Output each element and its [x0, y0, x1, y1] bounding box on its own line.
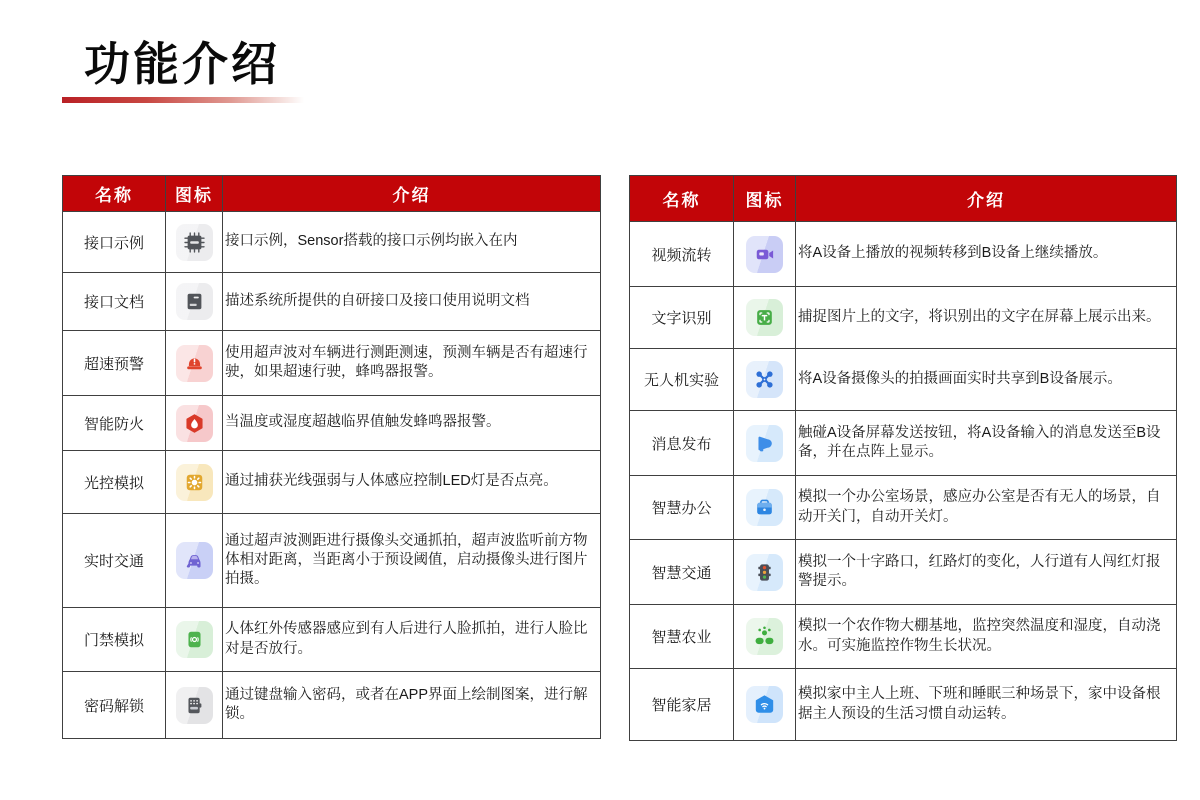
- feature-name: 智慧农业: [630, 605, 734, 669]
- table-header-row: [630, 176, 1177, 222]
- feature-name: 无人机实验: [630, 349, 734, 411]
- feature-description: 接口示例，Sensor搭载的接口示例均嵌入在内: [223, 212, 601, 273]
- feature-description: 模拟一个十字路口，红路灯的变化，人行道有人闯红灯报警提示。: [796, 540, 1177, 605]
- column-header-desc: 介绍: [796, 176, 1177, 222]
- tables-container: [62, 175, 1175, 741]
- keypad-lock-icon: [176, 687, 213, 724]
- door-camera-icon: [176, 621, 213, 658]
- fire-hexagon-icon: [176, 405, 213, 442]
- feature-name: 接口示例: [63, 212, 166, 273]
- video-camera-icon: [746, 236, 783, 273]
- feature-name: 消息发布: [630, 411, 734, 476]
- feature-description: 将A设备上播放的视频转移到B设备上继续播放。: [796, 222, 1177, 287]
- column-header-name: 名称: [630, 176, 734, 222]
- table-header-row: [63, 176, 601, 212]
- siren-alarm-icon: [176, 345, 213, 382]
- feature-icon-cell: [734, 222, 796, 287]
- text-scan-icon: [746, 299, 783, 336]
- feature-description: 触碰A设备屏幕发送按钮，将A设备输入的消息发送至B设备，并在点阵上显示。: [796, 411, 1177, 476]
- page-title: 功能介绍: [84, 38, 280, 90]
- agriculture-icon: [746, 618, 783, 655]
- feature-description: 当温度或湿度超越临界值触发蜂鸣器报警。: [223, 396, 601, 451]
- feature-name: 视频流转: [630, 222, 734, 287]
- feature-row: [63, 331, 601, 396]
- feature-icon-cell: [166, 331, 223, 396]
- feature-row: [630, 349, 1177, 411]
- feature-icon-cell: [734, 669, 796, 741]
- feature-table-right: [629, 175, 1177, 741]
- feature-description: 描述系统所提供的自研接口及接口使用说明文档: [223, 273, 601, 331]
- feature-icon-cell: [734, 287, 796, 349]
- feature-name: 门禁模拟: [63, 608, 166, 672]
- feature-name: 智慧交通: [630, 540, 734, 605]
- feature-icon-cell: [166, 672, 223, 739]
- feature-description: 模拟家中主人上班、下班和睡眠三种场景下，家中设备根据主人预设的生活习惯自动运转。: [796, 669, 1177, 741]
- feature-name: 密码解锁: [63, 672, 166, 739]
- feature-icon-cell: [166, 514, 223, 608]
- feature-description: 将A设备摄像头的拍摄画面实时共享到B设备展示。: [796, 349, 1177, 411]
- feature-row: [63, 212, 601, 273]
- car-icon: [176, 542, 213, 579]
- feature-description: 使用超声波对车辆进行测距测速，预测车辆是否有超速行驶，如果超速行驶，蜂鸣器报警。: [223, 331, 601, 396]
- feature-row: [630, 287, 1177, 349]
- sun-light-icon: [176, 464, 213, 501]
- feature-row: [63, 273, 601, 331]
- column-header-desc: 介绍: [223, 176, 601, 212]
- title-underline: [62, 97, 304, 103]
- feature-icon-cell: [734, 605, 796, 669]
- feature-row: [63, 396, 601, 451]
- feature-row: [63, 514, 601, 608]
- api-document-icon: [176, 283, 213, 320]
- feature-description: 通过键盘输入密码，或者在APP界面上绘制图案，进行解锁。: [223, 672, 601, 739]
- feature-icon-cell: [166, 273, 223, 331]
- feature-name: 超速预警: [63, 331, 166, 396]
- column-header-name: 名称: [63, 176, 166, 212]
- feature-icon-cell: [734, 540, 796, 605]
- feature-table-left: [62, 175, 601, 739]
- feature-icon-cell: [166, 212, 223, 273]
- feature-icon-cell: [166, 608, 223, 672]
- feature-icon-cell: [734, 411, 796, 476]
- feature-name: 实时交通: [63, 514, 166, 608]
- feature-description: 通过超声波测距进行摄像头交通抓拍，超声波监听前方物体相对距离，当距离小于预设阈值，启动摄像头进行图片拍摄。: [223, 514, 601, 608]
- feature-row: [630, 540, 1177, 605]
- feature-description: 捕捉图片上的文字，将识别出的文字在屏幕上展示出来。: [796, 287, 1177, 349]
- feature-row: [63, 608, 601, 672]
- traffic-light-icon: [746, 554, 783, 591]
- feature-icon-cell: [166, 451, 223, 514]
- feature-row: [630, 222, 1177, 287]
- smart-home-icon: [746, 686, 783, 723]
- briefcase-icon: [746, 489, 783, 526]
- feature-row: [630, 476, 1177, 540]
- feature-name: 智能防火: [63, 396, 166, 451]
- feature-icon-cell: [166, 396, 223, 451]
- feature-name: 接口文档: [63, 273, 166, 331]
- feature-name: 智能家居: [630, 669, 734, 741]
- feature-row: [630, 605, 1177, 669]
- feature-icon-cell: [734, 476, 796, 540]
- feature-description: 模拟一个办公室场景，感应办公室是否有无人的场景，自动开关门，自动开关灯。: [796, 476, 1177, 540]
- drone-icon: [746, 361, 783, 398]
- feature-row: [63, 451, 601, 514]
- feature-description: 通过捕获光线强弱与人体感应控制LED灯是否点亮。: [223, 451, 601, 514]
- feature-name: 智慧办公: [630, 476, 734, 540]
- feature-name: 光控模拟: [63, 451, 166, 514]
- column-header-icon: 图标: [734, 176, 796, 222]
- feature-row: [63, 672, 601, 739]
- feature-description: 模拟一个农作物大棚基地，监控突然温度和湿度，自动浇水。可实施监控作物生长状况。: [796, 605, 1177, 669]
- chip-icon: [176, 224, 213, 261]
- megaphone-icon: [746, 425, 783, 462]
- column-header-icon: 图标: [166, 176, 223, 212]
- feature-row: [630, 669, 1177, 741]
- feature-description: 人体红外传感器感应到有人后进行人脸抓拍，进行人脸比对是否放行。: [223, 608, 601, 672]
- feature-name: 文字识别: [630, 287, 734, 349]
- feature-row: [630, 411, 1177, 476]
- feature-icon-cell: [734, 349, 796, 411]
